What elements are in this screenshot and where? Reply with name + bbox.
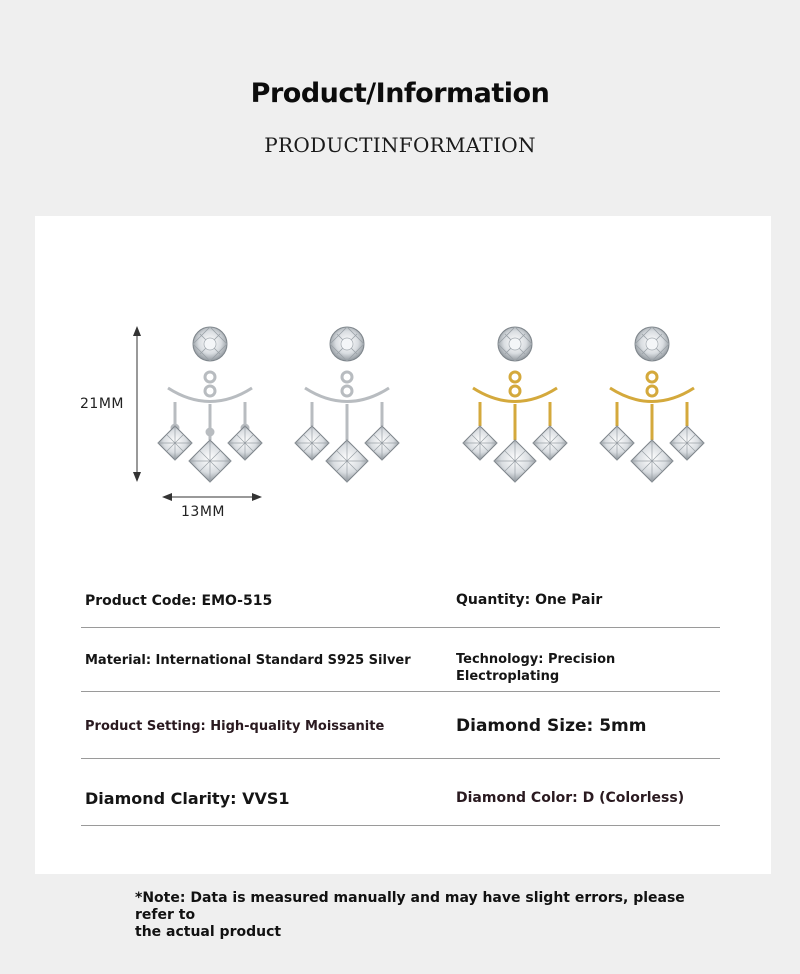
diamond-size: Diamond Size: 5mm: [456, 716, 647, 736]
spec-row: [81, 575, 720, 628]
spec-row: [81, 692, 720, 759]
silver-earring-left: [158, 327, 262, 482]
gold-earring-right: [600, 327, 704, 482]
diamond-color: Diamond Color: D (Colorless): [456, 790, 685, 806]
technology: [456, 651, 615, 685]
gold-earring-left: [463, 327, 567, 482]
note-line-2: the actual product: [135, 924, 282, 940]
material: Material: International Standard S925 Silver: [85, 653, 411, 668]
spec-row: [81, 759, 720, 826]
note-line-1: *Note: Data is measured manually and may have slight errors, please refer to: [135, 890, 685, 923]
technology-line-2: Electroplating: [456, 669, 560, 684]
product-setting: Product Setting: High-quality Moissanite: [85, 719, 385, 734]
page-title: Product/Information: [250, 78, 550, 109]
disclaimer-note: [135, 890, 695, 941]
page-subtitle: PRODUCTINFORMATION: [264, 133, 536, 157]
height-label: 21MM: [80, 396, 124, 412]
technology-line-1: Technology: Precision: [456, 652, 616, 667]
diamond-clarity: Diamond Clarity: VVS1: [85, 789, 290, 808]
width-dimension-arrow: [162, 493, 262, 501]
width-label: 13MM: [181, 504, 225, 520]
product-code: Product Code: EMO-515: [85, 593, 273, 609]
quantity: Quantity: One Pair: [456, 592, 603, 608]
spec-row: [81, 628, 720, 692]
silver-earring-right: [295, 327, 399, 482]
height-dimension-arrow: [133, 326, 141, 482]
